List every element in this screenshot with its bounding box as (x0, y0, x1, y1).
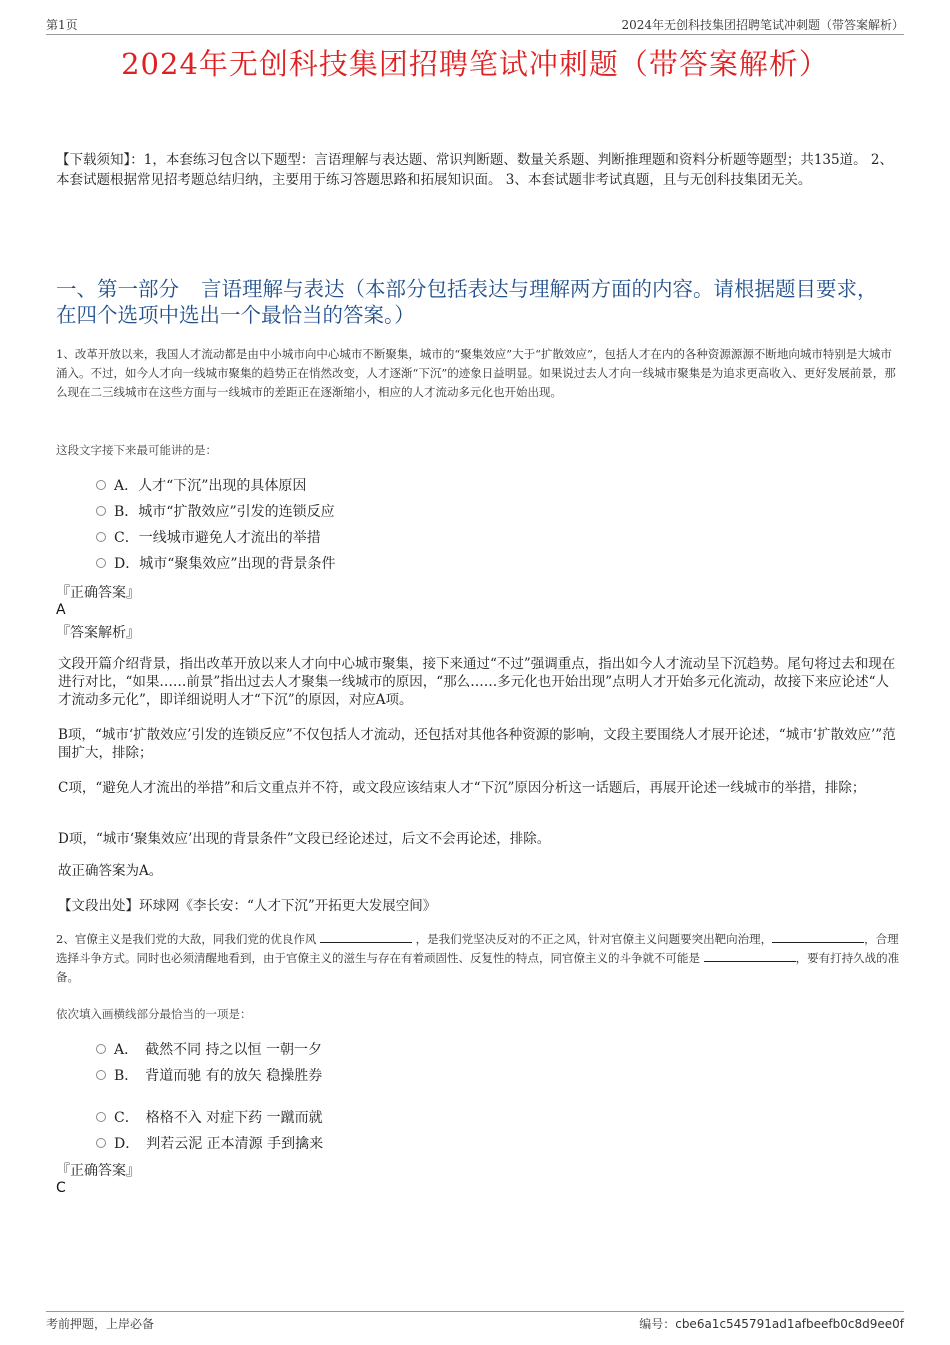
question-2-option-d[interactable]: D． 判若云泥 正本清源 手到擒来 (96, 1131, 323, 1157)
question-1-option-a[interactable]: A．人才“下沉”出现的具体原因 (96, 473, 336, 499)
radio-icon[interactable] (96, 1112, 106, 1122)
fill-blank (320, 930, 412, 943)
radio-icon[interactable] (96, 480, 106, 490)
analysis-paragraph: 文段开篇介绍背景，指出改革开放以来人才向中心城市聚集，接下来通过“不过”强调重点，指出如今人才流动呈下沉趋势。尾句将过去和现在进行对比，“如果……前景”指出过去人才聚集一线城市的原因，“那么……多元化也开始出现”点明人才开始多元化流动，故接下来应论述“人才流动多元化”，即详细说明人才“下沉”的原因，对应A项。 (58, 656, 896, 708)
question-2-option-c[interactable]: C． 格格不入 对症下药 一蹴而就 (96, 1105, 323, 1131)
question-1-options (96, 473, 336, 577)
analysis-paragraph: B项，“城市‘扩散效应’引发的连锁反应”不仅包括人才流动，还包括对其他各种资源的影响，文段主要围绕人才展开论述，“城市‘扩散效应’”范围扩大，排除； (58, 727, 896, 761)
page-number: 第1页 (46, 18, 78, 32)
question-1-option-b[interactable]: B．城市“扩散效应”引发的连锁反应 (96, 499, 336, 525)
section-name: 言语理解与表达（本部分包括表达与理解两方面的内容。请根据题目要求，在四个选项中选出一个最恰当的答案。） (56, 277, 878, 327)
page-header (46, 14, 904, 35)
page-footer (46, 1311, 904, 1332)
question-1-answer: A (56, 602, 66, 618)
fill-blank (772, 930, 864, 943)
radio-icon[interactable] (96, 558, 106, 568)
document-title: 2024年无创科技集团招聘笔试冲刺题（带答案解析） (121, 47, 829, 81)
question-2-option-b[interactable]: B． 背道而驰 有的放矢 稳操胜券 (96, 1063, 323, 1089)
section-heading (56, 276, 896, 328)
header-doc-title: 2024年无创科技集团招聘笔试冲刺题（带答案解析） (621, 18, 904, 32)
question-1-stem: 1、改革开放以来，我国人才流动都是由中小城市向中心城市不断聚集，城市的“聚集效应”大于“扩散效应”，包括人才在内的各种资源源源不断地向城市特别是大城市涌入。不过，如今人才向一线城市聚集的趋势正在悄然改变，人才逐渐“下沉”的迹象日益明显。如果说过去人才向一线城市聚集是为追求更高收入、更好发展前景，那么现在二三线城市在这些方面与一线城市的差距正在逐渐缩小，相应的人才流动多元化也开始出现。 (56, 347, 896, 399)
question-1-prompt: 这段文字接下来最可能讲的是： (56, 443, 217, 457)
question-2-answer: C (56, 1180, 66, 1196)
question-1-answer-label: 『正确答案』 (56, 585, 140, 601)
question-2-options (96, 1037, 323, 1157)
analysis-paragraph: C项，“避免人才流出的举措”和后文重点并不符，或文段应该结束人才“下沉”原因分析这一话题后，再展开论述一线城市的举措，排除； (58, 780, 866, 796)
download-notice: 【下载须知】：1，本套练习包含以下题型：言语理解与表达题、常识判断题、数量关系题、判断推理题和资料分析题等题型；共135道。 2、本套试题根据常见招考题总结归纳，主要用于练习答题思路和拓展知识面。 3、本套试题非考试真题，且与无创科技集团无关。 (56, 152, 893, 188)
question-2-answer-label: 『正确答案』 (56, 1163, 140, 1179)
question-1-option-d[interactable]: D．城市“聚集效应”出现的背景条件 (96, 551, 336, 577)
footer-code: 编号：cbe6a1c545791ad1afbeefb0c8d9ee0f (639, 1317, 904, 1331)
radio-icon[interactable] (96, 1070, 106, 1080)
question-2-prompt: 依次填入画横线部分最恰当的一项是： (56, 1007, 252, 1021)
fill-blank (704, 949, 796, 962)
footer-slogan: 考前押题，上岸必备 (46, 1317, 155, 1331)
text-source: 【文段出处】环球网《李长安：“人才下沉”开拓更大发展空间》 (58, 898, 437, 914)
radio-icon[interactable] (96, 1138, 106, 1148)
radio-icon[interactable] (96, 532, 106, 542)
question-1-option-c[interactable]: C．一线城市避免人才流出的举措 (96, 525, 336, 551)
analysis-paragraph: D项，“城市‘聚集效应’出现的背景条件”文段已经论述过，后文不会再论述，排除。 (58, 831, 551, 847)
radio-icon[interactable] (96, 506, 106, 516)
question-1-analysis-label: 『答案解析』 (56, 625, 140, 641)
analysis-paragraph: 故正确答案为A。 (58, 863, 163, 879)
question-2-stem: 2、官僚主义是我们党的大敌，同我们党的优良作风 ，是我们党坚决反对的不正之风，针对官僚主义问题要突出靶向治理， ，合理选择斗争方式。同时也必须清醒地看到，由于官僚主义的滋生与存在有着顽固性、反复性的特点，同官僚主义的斗争就不可能是 ，要有打持久战的准备。 (56, 932, 900, 984)
question-2-option-a[interactable]: A． 截然不同 持之以恒 一朝一夕 (96, 1037, 323, 1063)
radio-icon[interactable] (96, 1044, 106, 1054)
section-part: 一、第一部分 (56, 277, 179, 301)
